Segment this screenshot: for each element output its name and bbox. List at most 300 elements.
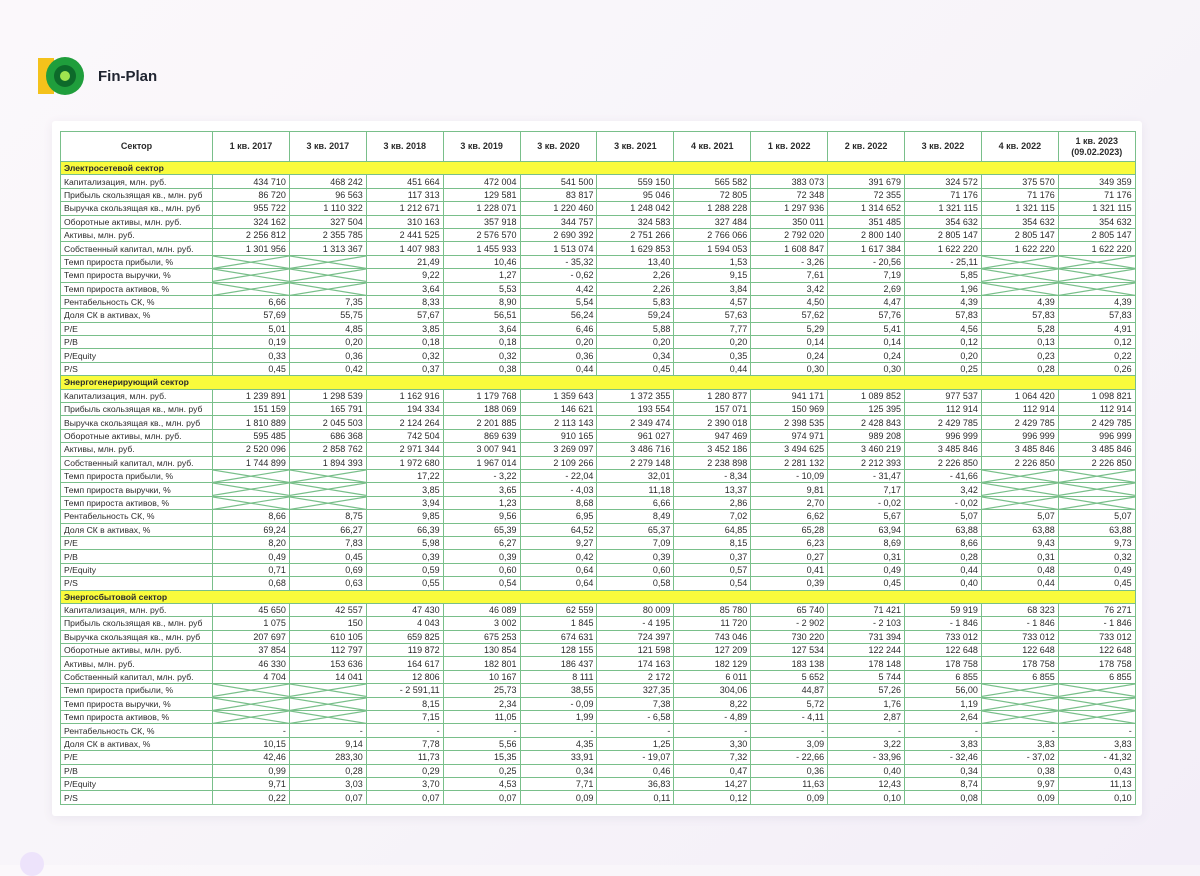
value-cell: 1 359 643 bbox=[520, 389, 597, 402]
value-cell: 5,41 bbox=[828, 322, 905, 335]
table-row bbox=[61, 697, 1136, 710]
crossed-empty-cell bbox=[289, 469, 366, 482]
crossed-empty-cell bbox=[1058, 697, 1135, 710]
value-cell: - bbox=[751, 724, 828, 737]
value-cell: 0,40 bbox=[828, 764, 905, 777]
table-row bbox=[61, 577, 1136, 590]
value-cell: 1 845 bbox=[520, 617, 597, 630]
row-label: Доля СК в активах, % bbox=[61, 309, 213, 322]
row-label: Темп прироста активов, % bbox=[61, 282, 213, 295]
value-cell: 0,45 bbox=[828, 577, 905, 590]
value-cell: 974 971 bbox=[751, 429, 828, 442]
value-cell: 2 349 474 bbox=[597, 416, 674, 429]
crossed-empty-cell bbox=[213, 496, 290, 509]
value-cell: - 35,32 bbox=[520, 255, 597, 268]
value-cell: 6 855 bbox=[905, 670, 982, 683]
value-cell: 1 321 115 bbox=[1058, 202, 1135, 215]
value-cell: 57,63 bbox=[674, 309, 751, 322]
value-cell: 0,22 bbox=[1058, 349, 1135, 362]
value-cell: 3,03 bbox=[289, 777, 366, 790]
value-cell: 65 740 bbox=[751, 603, 828, 616]
value-cell: 42,46 bbox=[213, 751, 290, 764]
value-cell: 63,88 bbox=[1058, 523, 1135, 536]
value-cell: 1 288 228 bbox=[674, 202, 751, 215]
value-cell: 686 368 bbox=[289, 429, 366, 442]
sector-header-row bbox=[61, 376, 1136, 389]
value-cell: - 33,96 bbox=[828, 751, 905, 764]
table-row bbox=[61, 309, 1136, 322]
value-cell: 122 244 bbox=[828, 644, 905, 657]
value-cell: 0,07 bbox=[443, 791, 520, 804]
value-cell: 1 239 891 bbox=[213, 389, 290, 402]
value-cell: 0,42 bbox=[289, 362, 366, 375]
value-cell: 0,18 bbox=[443, 336, 520, 349]
table-row bbox=[61, 670, 1136, 683]
value-cell: 7,17 bbox=[828, 483, 905, 496]
crossed-empty-cell bbox=[289, 496, 366, 509]
value-cell: - bbox=[905, 724, 982, 737]
table-row bbox=[61, 269, 1136, 282]
value-cell: 8 111 bbox=[520, 670, 597, 683]
value-cell: 71 176 bbox=[1058, 188, 1135, 201]
value-cell: 1 228 071 bbox=[443, 202, 520, 215]
value-cell: 1 810 889 bbox=[213, 416, 290, 429]
table-row bbox=[61, 336, 1136, 349]
row-label: Темп прироста прибыли, % bbox=[61, 255, 213, 268]
value-cell: 3,09 bbox=[751, 737, 828, 750]
value-cell: 0,64 bbox=[520, 563, 597, 576]
crossed-empty-cell bbox=[289, 483, 366, 496]
row-label: Рентабельность СК, % bbox=[61, 510, 213, 523]
value-cell: 76 271 bbox=[1058, 603, 1135, 616]
value-cell: 0,44 bbox=[905, 563, 982, 576]
value-cell: 0,18 bbox=[366, 336, 443, 349]
value-cell: - 10,09 bbox=[751, 469, 828, 482]
value-cell: - 8,34 bbox=[674, 469, 751, 482]
row-label: P/B bbox=[61, 550, 213, 563]
value-cell: 0,23 bbox=[981, 349, 1058, 362]
table-row bbox=[61, 215, 1136, 228]
value-cell: 11,13 bbox=[1058, 777, 1135, 790]
value-cell: 6,46 bbox=[520, 322, 597, 335]
value-cell: 4,50 bbox=[751, 295, 828, 308]
value-cell: 59,24 bbox=[597, 309, 674, 322]
value-cell: 0,44 bbox=[981, 577, 1058, 590]
table-row bbox=[61, 603, 1136, 616]
value-cell: 9,43 bbox=[981, 536, 1058, 549]
crossed-empty-cell bbox=[1058, 711, 1135, 724]
value-cell: 733 012 bbox=[905, 630, 982, 643]
crossed-empty-cell bbox=[213, 711, 290, 724]
value-cell: 0,22 bbox=[213, 791, 290, 804]
value-cell: 0,09 bbox=[520, 791, 597, 804]
value-cell: 17,22 bbox=[366, 469, 443, 482]
value-cell: 5,29 bbox=[751, 322, 828, 335]
value-cell: 3 486 716 bbox=[597, 443, 674, 456]
value-cell: 6 011 bbox=[674, 670, 751, 683]
value-cell: 0,38 bbox=[443, 362, 520, 375]
value-cell: 5,85 bbox=[905, 269, 982, 282]
value-cell: 0,27 bbox=[751, 550, 828, 563]
table-row bbox=[61, 764, 1136, 777]
value-cell: 0,34 bbox=[597, 349, 674, 362]
value-cell: 65,28 bbox=[751, 523, 828, 536]
crossed-empty-cell bbox=[289, 269, 366, 282]
value-cell: 7,83 bbox=[289, 536, 366, 549]
value-cell: 46 089 bbox=[443, 603, 520, 616]
value-cell: 9,71 bbox=[213, 777, 290, 790]
table-row bbox=[61, 322, 1136, 335]
table-row bbox=[61, 510, 1136, 523]
value-cell: 1 110 322 bbox=[289, 202, 366, 215]
value-cell: 2 429 785 bbox=[1058, 416, 1135, 429]
value-cell: 324 583 bbox=[597, 215, 674, 228]
sector-header-row bbox=[61, 590, 1136, 603]
value-cell: 2 201 885 bbox=[443, 416, 520, 429]
value-cell: 11,63 bbox=[751, 777, 828, 790]
value-cell: 5,07 bbox=[981, 510, 1058, 523]
value-cell: 3,30 bbox=[674, 737, 751, 750]
value-cell: 1 617 384 bbox=[828, 242, 905, 255]
value-cell: 5,54 bbox=[520, 295, 597, 308]
value-cell: 9,81 bbox=[751, 483, 828, 496]
value-cell: 71 176 bbox=[905, 188, 982, 201]
value-cell: 3,84 bbox=[674, 282, 751, 295]
value-cell: - 32,46 bbox=[905, 751, 982, 764]
value-cell: 0,30 bbox=[751, 362, 828, 375]
table-row bbox=[61, 295, 1136, 308]
value-cell: 13,40 bbox=[597, 255, 674, 268]
crossed-empty-cell bbox=[981, 269, 1058, 282]
crossed-empty-cell bbox=[289, 684, 366, 697]
value-cell: - 2 902 bbox=[751, 617, 828, 630]
value-cell: 6 855 bbox=[981, 670, 1058, 683]
value-cell: 122 648 bbox=[981, 644, 1058, 657]
row-label: Оборотные активы, млн. руб. bbox=[61, 644, 213, 657]
table-row bbox=[61, 389, 1136, 402]
value-cell: 0,45 bbox=[1058, 577, 1135, 590]
value-cell: 4,39 bbox=[981, 295, 1058, 308]
value-cell: 2 226 850 bbox=[1058, 456, 1135, 469]
value-cell: 2 429 785 bbox=[905, 416, 982, 429]
value-cell: - 4,03 bbox=[520, 483, 597, 496]
value-cell: 182 801 bbox=[443, 657, 520, 670]
value-cell: 188 069 bbox=[443, 403, 520, 416]
value-cell: 151 159 bbox=[213, 403, 290, 416]
value-cell: 12,43 bbox=[828, 777, 905, 790]
value-cell: 2 971 344 bbox=[366, 443, 443, 456]
value-cell: 977 537 bbox=[905, 389, 982, 402]
value-cell: 56,51 bbox=[443, 309, 520, 322]
value-cell: 9,97 bbox=[981, 777, 1058, 790]
value-cell: 11,05 bbox=[443, 711, 520, 724]
value-cell: - 0,62 bbox=[520, 269, 597, 282]
value-cell: 127 534 bbox=[751, 644, 828, 657]
value-cell: 2 281 132 bbox=[751, 456, 828, 469]
value-cell: 0,25 bbox=[905, 362, 982, 375]
value-cell: - 1 846 bbox=[981, 617, 1058, 630]
value-cell: 1 162 916 bbox=[366, 389, 443, 402]
value-cell: 1 622 220 bbox=[905, 242, 982, 255]
value-cell: 4,56 bbox=[905, 322, 982, 335]
row-label: Доля СК в активах, % bbox=[61, 737, 213, 750]
value-cell: 5,28 bbox=[981, 322, 1058, 335]
value-cell: 3 269 097 bbox=[520, 443, 597, 456]
value-cell: 5,83 bbox=[597, 295, 674, 308]
value-cell: 8,15 bbox=[366, 697, 443, 710]
value-cell: 121 598 bbox=[597, 644, 674, 657]
value-cell: 0,34 bbox=[520, 764, 597, 777]
value-cell: 44,87 bbox=[751, 684, 828, 697]
value-cell: 112 914 bbox=[1058, 403, 1135, 416]
value-cell: - 6,58 bbox=[597, 711, 674, 724]
value-cell: 117 313 bbox=[366, 188, 443, 201]
value-cell: 674 631 bbox=[520, 630, 597, 643]
value-cell: 178 758 bbox=[905, 657, 982, 670]
value-cell: 46 330 bbox=[213, 657, 290, 670]
value-cell: 7,09 bbox=[597, 536, 674, 549]
value-cell: 63,94 bbox=[828, 523, 905, 536]
header-period: 3 кв. 2017 bbox=[289, 132, 366, 162]
value-cell: 354 632 bbox=[1058, 215, 1135, 228]
value-cell: 7,77 bbox=[674, 322, 751, 335]
value-cell: 5,53 bbox=[443, 282, 520, 295]
value-cell: 0,60 bbox=[597, 563, 674, 576]
value-cell: - 31,47 bbox=[828, 469, 905, 482]
value-cell: 0,63 bbox=[289, 577, 366, 590]
value-cell: 565 582 bbox=[674, 175, 751, 188]
value-cell: - bbox=[1058, 724, 1135, 737]
value-cell: 62 559 bbox=[520, 603, 597, 616]
table-image bbox=[52, 121, 1142, 816]
value-cell: 730 220 bbox=[751, 630, 828, 643]
value-cell: 112 914 bbox=[905, 403, 982, 416]
row-label: Капитализация, млн. руб. bbox=[61, 603, 213, 616]
value-cell: 5 744 bbox=[828, 670, 905, 683]
value-cell: 9,22 bbox=[366, 269, 443, 282]
value-cell: 1 744 899 bbox=[213, 456, 290, 469]
value-cell: 72 805 bbox=[674, 188, 751, 201]
table-row bbox=[61, 630, 1136, 643]
value-cell: 0,59 bbox=[366, 563, 443, 576]
value-cell: 0,32 bbox=[1058, 550, 1135, 563]
header-period: 4 кв. 2022 bbox=[981, 132, 1058, 162]
value-cell: 69,24 bbox=[213, 523, 290, 536]
table-row bbox=[61, 791, 1136, 804]
value-cell: 4,39 bbox=[1058, 295, 1135, 308]
value-cell: 0,20 bbox=[905, 349, 982, 362]
value-cell: 0,24 bbox=[828, 349, 905, 362]
value-cell: 1,76 bbox=[828, 697, 905, 710]
value-cell: 3,83 bbox=[981, 737, 1058, 750]
value-cell: 3 452 186 bbox=[674, 443, 751, 456]
sector-name: Энергосбытовой сектор bbox=[61, 590, 1136, 603]
value-cell: 112 797 bbox=[289, 644, 366, 657]
value-cell: 0,30 bbox=[828, 362, 905, 375]
value-cell: 0,07 bbox=[366, 791, 443, 804]
table-row bbox=[61, 242, 1136, 255]
value-cell: - 25,11 bbox=[905, 255, 982, 268]
value-cell: 1 064 420 bbox=[981, 389, 1058, 402]
value-cell: 150 969 bbox=[751, 403, 828, 416]
table-row bbox=[61, 724, 1136, 737]
value-cell: 11,18 bbox=[597, 483, 674, 496]
value-cell: 1 455 933 bbox=[443, 242, 520, 255]
value-cell: 178 758 bbox=[1058, 657, 1135, 670]
value-cell: 59 919 bbox=[905, 603, 982, 616]
table-row bbox=[61, 416, 1136, 429]
value-cell: 0,11 bbox=[597, 791, 674, 804]
value-cell: 1,23 bbox=[443, 496, 520, 509]
table-row bbox=[61, 228, 1136, 241]
value-cell: 2 428 843 bbox=[828, 416, 905, 429]
value-cell: 157 071 bbox=[674, 403, 751, 416]
value-cell: 146 621 bbox=[520, 403, 597, 416]
value-cell: 0,54 bbox=[674, 577, 751, 590]
value-cell: 125 395 bbox=[828, 403, 905, 416]
value-cell: 0,36 bbox=[289, 349, 366, 362]
row-label: Темп прироста активов, % bbox=[61, 711, 213, 724]
value-cell: 8,20 bbox=[213, 536, 290, 549]
value-cell: 304,06 bbox=[674, 684, 751, 697]
value-cell: 66,39 bbox=[366, 523, 443, 536]
value-cell: 0,64 bbox=[520, 577, 597, 590]
value-cell: 0,31 bbox=[981, 550, 1058, 563]
value-cell: 0,19 bbox=[213, 336, 290, 349]
value-cell: 541 500 bbox=[520, 175, 597, 188]
table-row bbox=[61, 777, 1136, 790]
value-cell: 2 751 266 bbox=[597, 228, 674, 241]
table-row bbox=[61, 403, 1136, 416]
value-cell: 1,99 bbox=[520, 711, 597, 724]
value-cell: 2 805 147 bbox=[905, 228, 982, 241]
value-cell: 5,88 bbox=[597, 322, 674, 335]
value-cell: 0,49 bbox=[213, 550, 290, 563]
decorative-circle bbox=[20, 852, 44, 876]
value-cell: 3,85 bbox=[366, 322, 443, 335]
value-cell: 10 167 bbox=[443, 670, 520, 683]
value-cell: 95 046 bbox=[597, 188, 674, 201]
value-cell: 451 664 bbox=[366, 175, 443, 188]
value-cell: 2 124 264 bbox=[366, 416, 443, 429]
value-cell: 10,46 bbox=[443, 255, 520, 268]
value-cell: 5,07 bbox=[905, 510, 982, 523]
value-cell: 743 046 bbox=[674, 630, 751, 643]
value-cell: 5,07 bbox=[1058, 510, 1135, 523]
value-cell: 0,39 bbox=[366, 550, 443, 563]
value-cell: 2 576 570 bbox=[443, 228, 520, 241]
row-label: Активы, млн. руб. bbox=[61, 443, 213, 456]
value-cell: 731 394 bbox=[828, 630, 905, 643]
value-cell: 1 407 983 bbox=[366, 242, 443, 255]
crossed-empty-cell bbox=[1058, 496, 1135, 509]
value-cell: 0,39 bbox=[751, 577, 828, 590]
value-cell: 2 256 812 bbox=[213, 228, 290, 241]
value-cell: 0,49 bbox=[1058, 563, 1135, 576]
value-cell: 193 554 bbox=[597, 403, 674, 416]
value-cell: 2 109 266 bbox=[520, 456, 597, 469]
table-header-row bbox=[61, 132, 1136, 162]
value-cell: 96 563 bbox=[289, 188, 366, 201]
row-label: P/E bbox=[61, 322, 213, 335]
value-cell: 1 314 652 bbox=[828, 202, 905, 215]
value-cell: - bbox=[443, 724, 520, 737]
value-cell: 1 301 956 bbox=[213, 242, 290, 255]
value-cell: 4,42 bbox=[520, 282, 597, 295]
value-cell: 63,88 bbox=[981, 523, 1058, 536]
value-cell: 1 313 367 bbox=[289, 242, 366, 255]
value-cell: 354 632 bbox=[905, 215, 982, 228]
value-cell: 83 817 bbox=[520, 188, 597, 201]
table-row bbox=[61, 456, 1136, 469]
value-cell: 2 226 850 bbox=[981, 456, 1058, 469]
value-cell: 182 129 bbox=[674, 657, 751, 670]
value-cell: 1 629 853 bbox=[597, 242, 674, 255]
value-cell: 595 485 bbox=[213, 429, 290, 442]
value-cell: 0,28 bbox=[905, 550, 982, 563]
value-cell: 38,55 bbox=[520, 684, 597, 697]
value-cell: 14 041 bbox=[289, 670, 366, 683]
value-cell: 0,28 bbox=[289, 764, 366, 777]
value-cell: 9,15 bbox=[674, 269, 751, 282]
table-row bbox=[61, 657, 1136, 670]
value-cell: 5,72 bbox=[751, 697, 828, 710]
table-row bbox=[61, 617, 1136, 630]
value-cell: 57,69 bbox=[213, 309, 290, 322]
table-row bbox=[61, 550, 1136, 563]
value-cell: - bbox=[520, 724, 597, 737]
value-cell: 0,10 bbox=[828, 791, 905, 804]
value-cell: 0,45 bbox=[289, 550, 366, 563]
value-cell: 2,26 bbox=[597, 269, 674, 282]
value-cell: 0,44 bbox=[674, 362, 751, 375]
value-cell: 327 504 bbox=[289, 215, 366, 228]
sector-metrics-table bbox=[60, 131, 1136, 805]
value-cell: - bbox=[213, 724, 290, 737]
value-cell: 3,83 bbox=[1058, 737, 1135, 750]
value-cell: 9,27 bbox=[520, 536, 597, 549]
value-cell: 66,27 bbox=[289, 523, 366, 536]
crossed-empty-cell bbox=[981, 483, 1058, 496]
value-cell: 7,19 bbox=[828, 269, 905, 282]
value-cell: 941 171 bbox=[751, 389, 828, 402]
value-cell: 2 690 392 bbox=[520, 228, 597, 241]
header-period: 3 кв. 2020 bbox=[520, 132, 597, 162]
header-period: 4 кв. 2021 bbox=[674, 132, 751, 162]
value-cell: 6,66 bbox=[597, 496, 674, 509]
value-cell: - 2 591,11 bbox=[366, 684, 443, 697]
value-cell: 112 914 bbox=[981, 403, 1058, 416]
value-cell: 71 421 bbox=[828, 603, 905, 616]
row-label: Капитализация, млн. руб. bbox=[61, 389, 213, 402]
table-row bbox=[61, 496, 1136, 509]
header-period: 1 кв. 2023 (09.02.2023) bbox=[1058, 132, 1135, 162]
value-cell: 375 570 bbox=[981, 175, 1058, 188]
value-cell: 989 208 bbox=[828, 429, 905, 442]
value-cell: 0,20 bbox=[674, 336, 751, 349]
value-cell: 57,62 bbox=[751, 309, 828, 322]
value-cell: 3 007 941 bbox=[443, 443, 520, 456]
value-cell: 4 043 bbox=[366, 617, 443, 630]
value-cell: 0,57 bbox=[674, 563, 751, 576]
value-cell: 1 608 847 bbox=[751, 242, 828, 255]
value-cell: 8,74 bbox=[905, 777, 982, 790]
value-cell: 324 572 bbox=[905, 175, 982, 188]
crossed-empty-cell bbox=[1058, 483, 1135, 496]
value-cell: 8,66 bbox=[213, 510, 290, 523]
crossed-empty-cell bbox=[213, 282, 290, 295]
value-cell: 0,20 bbox=[520, 336, 597, 349]
